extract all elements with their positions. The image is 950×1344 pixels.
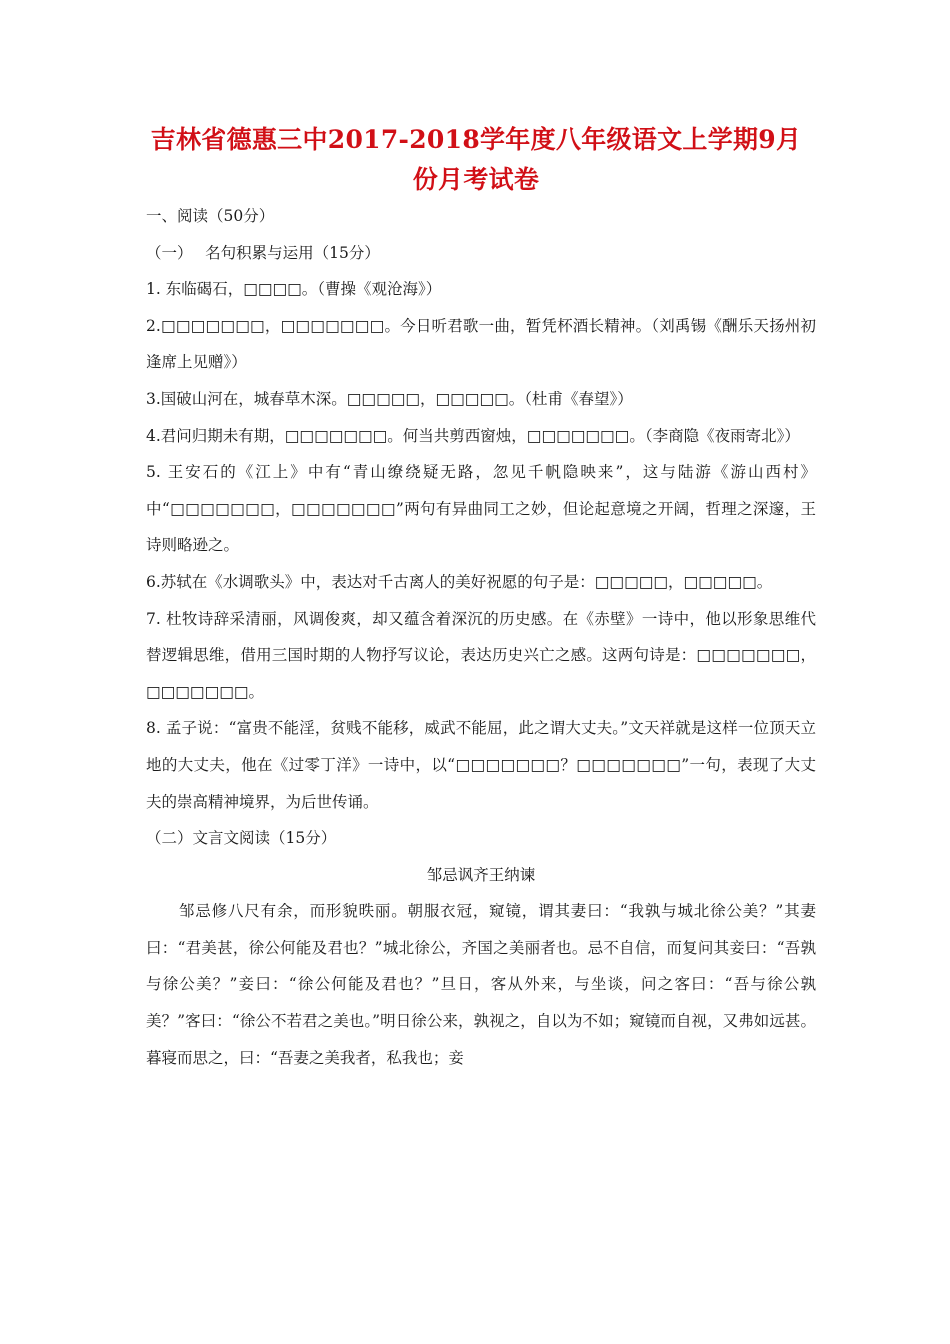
question-2: 2.□□□□□□□，□□□□□□□。今日听君歌一曲，暂凭杯酒长精神。（刘禹锡《酬乐天扬州初逢席上见赠》）: [146, 316, 816, 372]
question-8: 8. 孟子说：“富贵不能淫，贫贱不能移，威武不能屈，此之谓大丈夫。”文天祥就是这样一位顶天立地的大丈夫，他在《过零丁洋》一诗中，以“□□□□□□□？□□□□□□□”一句，表现了大丈夫的崇高精神境界，为后世传诵。: [146, 719, 816, 811]
subsection-heading-classical: （二）文言文阅读（15分）: [146, 829, 337, 848]
section-heading-reading: 一、阅读（50分）: [146, 207, 275, 225]
passage-text: 邹忌修八尺有余，而形貌昳丽。朝服衣冠，窥镜，谓其妻曰：“我孰与城北徐公美？”其妻曰：“君美甚，徐公何能及君也？”城北徐公，齐国之美丽者也。忌不自信，而复问其妾曰：“吾孰与徐公美？”妾曰：“徐公何能及君也？”旦日，客从外来，与坐谈，问之客曰：“吾与徐公孰美？”客曰：“徐公不若君之美也。”明日徐公来，孰视之，自以为不如；窥镜而自视，又弗如远甚。暮寝而思之，曰：“吾妻之美我者，私我也；妾: [146, 902, 816, 1067]
question-7: 7. 杜牧诗辞采清丽，风调俊爽，却又蕴含着深沉的历史感。在《赤壁》一诗中，他以形象思维代替逻辑思维，借用三国时期的人物抒写议论，表达历史兴亡之感。这两句诗是：□□□□□□□，□□□□□□□。: [146, 609, 816, 701]
passage-title: 邹忌讽齐王纳谏: [426, 865, 536, 884]
question-1: 1. 东临碣石，□□□□。（曹操《观沧海》）: [146, 280, 442, 299]
question-3: 3.国破山河在，城春草木深。□□□□□，□□□□□。（杜甫《春望》）: [146, 389, 633, 408]
question-4: 4.君问归期未有期，□□□□□□□。何当共剪西窗烛，□□□□□□□。（李商隐《夜雨寄北》）: [146, 426, 800, 445]
question-5: 5. 王安石的《江上》中有“青山缭绕疑无路，忽见千帆隐映来”，这与陆游《游山西村》中“□□□□□□□，□□□□□□□”两句有异曲同工之妙，但论起意境之开阔，哲理之深邃，王诗则略逊之。: [146, 463, 816, 555]
question-6: 6.苏轼在《水调歌头》中，表达对千古离人的美好祝愿的句子是：□□□□□，□□□□□。: [146, 572, 773, 591]
subsection-heading-quotes: （一） 名句积累与运用（15分）: [146, 243, 380, 262]
exam-body: [146, 198, 816, 1076]
exam-title: 吉林省德惠三中2017-2018学年度八年级语文上学期9月份月考试卷: [150, 125, 802, 194]
